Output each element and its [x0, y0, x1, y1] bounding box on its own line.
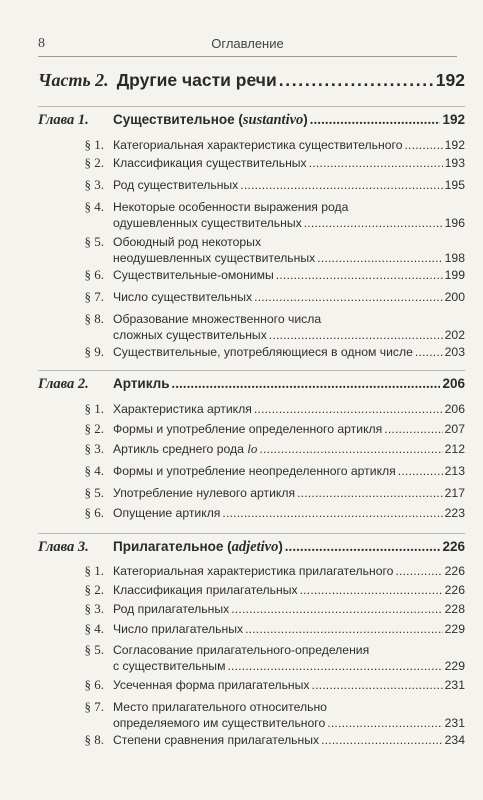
section-title: Род существительных	[113, 178, 239, 192]
dot-leader	[227, 658, 442, 674]
section-title: Употребление нулевого артикля	[113, 486, 296, 500]
dot-leader	[310, 113, 441, 129]
toc-entry	[38, 621, 465, 637]
toc-entry	[38, 563, 465, 579]
dot-leader	[300, 582, 443, 598]
section-title: Классификация существительных	[113, 156, 307, 170]
chapter-heading	[38, 539, 465, 559]
toc-entry	[38, 485, 465, 501]
chapter-page: 226	[442, 539, 465, 554]
section-page: 229	[444, 659, 465, 673]
chapter-title: Артикль	[113, 376, 170, 391]
section-title: Опущение артикля	[113, 506, 221, 520]
section-number: § 2.	[84, 582, 104, 597]
section-title: Место прилагательного относительно	[113, 700, 327, 714]
section-number: § 3.	[84, 601, 104, 616]
dot-leader	[384, 421, 442, 437]
section-title: Категориальная характеристика существительного	[113, 138, 403, 152]
section-title: Формы и употребление неопределенного артикля	[113, 464, 396, 478]
toc-entry	[38, 463, 465, 479]
section-number: § 5.	[84, 234, 104, 249]
dot-leader	[222, 505, 442, 521]
section-page: 231	[444, 716, 465, 730]
toc-entry	[38, 677, 465, 693]
dot-leader	[279, 70, 434, 91]
toc-entry	[38, 505, 465, 521]
section-title: Усеченная форма прилагательных	[113, 678, 310, 692]
section-page: 217	[444, 486, 465, 500]
dot-leader	[327, 715, 442, 731]
section-number: § 3.	[84, 177, 104, 192]
running-title: Оглавление	[211, 36, 284, 51]
section-title-cont: сложных существительных	[113, 328, 267, 342]
toc-entry	[38, 699, 465, 731]
toc-entry	[38, 601, 465, 617]
section-number: § 6.	[84, 677, 104, 692]
section-title-cont: с существительным	[113, 659, 226, 673]
chapter-heading	[38, 112, 465, 132]
section-page: 212	[444, 442, 465, 456]
section-page: 198	[444, 251, 465, 265]
section-page: 231	[444, 678, 465, 692]
section-title-cont: определяемого им существительного	[113, 716, 326, 730]
section-number: § 8.	[84, 311, 104, 326]
toc-entry	[38, 642, 465, 674]
toc-entry	[38, 177, 465, 193]
section-number: § 9.	[84, 344, 104, 359]
chapter-divider	[38, 533, 465, 534]
section-page: 199	[444, 268, 465, 282]
section-title: Образование множественного числа	[113, 312, 322, 326]
part-title: Другие части речи	[116, 70, 277, 90]
part-page: 192	[435, 70, 465, 90]
toc-entry	[38, 732, 465, 748]
section-page: 223	[444, 506, 465, 520]
section-number: § 3.	[84, 441, 104, 456]
toc-entry	[38, 401, 465, 417]
toc-entry	[38, 267, 465, 283]
section-number: § 1.	[84, 137, 104, 152]
toc-entry	[38, 344, 465, 360]
section-number: § 2.	[84, 155, 104, 170]
dot-leader	[254, 401, 443, 417]
dot-leader	[297, 485, 443, 501]
section-page: 193	[444, 156, 465, 170]
section-number: § 5.	[84, 642, 104, 657]
chapter-title: Существительное (sustantivo)	[113, 112, 308, 128]
dot-leader	[231, 601, 442, 617]
section-page: 200	[444, 290, 465, 304]
chapter-label: Глава 1.	[38, 112, 89, 128]
section-page: 195	[444, 178, 465, 192]
dot-leader	[269, 327, 443, 343]
section-title: Артикль среднего рода lo	[113, 441, 258, 456]
section-title: Степени сравнения прилагательных	[113, 733, 320, 747]
section-title: Существительные-омонимы	[113, 268, 274, 282]
part-label: Часть 2.	[38, 70, 109, 90]
section-page: 226	[444, 583, 465, 597]
toc-entry	[38, 199, 465, 231]
section-page: 202	[444, 328, 465, 342]
dot-leader	[312, 677, 443, 693]
chapter-title-term: sustantivo	[242, 112, 304, 128]
chapter-divider	[38, 370, 465, 371]
section-page: 206	[444, 402, 465, 416]
chapter-page: 192	[442, 112, 465, 127]
section-number: § 2.	[84, 421, 104, 436]
dot-leader	[317, 250, 442, 266]
dot-leader	[395, 563, 442, 579]
section-title: Согласование прилагательного-определения	[113, 643, 370, 657]
chapter-label: Глава 3.	[38, 539, 89, 555]
section-number: § 6.	[84, 267, 104, 282]
dot-leader	[245, 621, 443, 637]
toc-entry	[38, 155, 465, 171]
section-page: 213	[444, 464, 465, 478]
section-title-cont: одушевленных существительных	[113, 216, 302, 230]
dot-leader	[321, 732, 443, 748]
section-title: Формы и употребление определенного артикля	[113, 422, 383, 436]
dot-leader	[285, 540, 441, 556]
page-number: 8	[38, 36, 45, 51]
chapter-title: Прилагательное (adjetivo)	[113, 539, 283, 555]
dot-leader	[240, 177, 442, 193]
section-page: 203	[444, 345, 465, 359]
section-page: 229	[444, 622, 465, 636]
section-number: § 5.	[84, 485, 104, 500]
running-header	[38, 36, 457, 57]
dot-leader	[415, 344, 443, 360]
section-title: Число прилагательных	[113, 622, 244, 636]
chapter-divider	[38, 106, 465, 107]
part-heading	[38, 70, 465, 96]
section-page: 196	[444, 216, 465, 230]
dot-leader	[254, 289, 443, 305]
section-number: § 8.	[84, 732, 104, 747]
dot-leader	[309, 155, 443, 171]
dot-leader	[172, 377, 441, 393]
chapter-label: Глава 2.	[38, 376, 89, 392]
section-title: Обоюдный род некоторых	[113, 235, 262, 249]
section-page: 192	[444, 138, 465, 152]
section-number: § 7.	[84, 699, 104, 714]
chapter-heading	[38, 376, 465, 396]
dot-leader	[404, 137, 442, 153]
section-number: § 1.	[84, 563, 104, 578]
dot-leader	[398, 463, 443, 479]
toc-entry	[38, 421, 465, 437]
dot-leader	[259, 441, 442, 457]
section-number: § 7.	[84, 289, 104, 304]
section-title: Существительные, употребляющиеся в одном числе	[113, 345, 413, 359]
toc-entry	[38, 582, 465, 598]
dot-leader	[304, 215, 443, 231]
section-number: § 4.	[84, 199, 104, 214]
section-page: 234	[444, 733, 465, 747]
section-title: Число существительных	[113, 290, 253, 304]
dot-leader	[276, 267, 443, 283]
toc-entry	[38, 289, 465, 305]
section-title: Категориальная характеристика прилагательного	[113, 564, 394, 578]
toc-entry	[38, 234, 465, 266]
section-title: Классификация прилагательных	[113, 583, 298, 597]
section-number: § 4.	[84, 463, 104, 478]
section-title: Некоторые особенности выражения рода	[113, 200, 349, 214]
section-title: Род прилагательных	[113, 602, 230, 616]
section-number: § 1.	[84, 401, 104, 416]
section-title-cont: неодушевленных существительных	[113, 251, 316, 265]
section-page: 226	[444, 564, 465, 578]
toc-entry	[38, 441, 465, 457]
section-page: 207	[444, 422, 465, 436]
toc-entry	[38, 311, 465, 343]
chapter-page: 206	[442, 376, 465, 391]
section-term: lo	[247, 441, 258, 456]
section-title: Характеристика артикля	[113, 402, 252, 416]
toc-entry	[38, 137, 465, 153]
section-number: § 4.	[84, 621, 104, 636]
section-number: § 6.	[84, 505, 104, 520]
section-page: 228	[444, 602, 465, 616]
chapter-title-term: adjetivo	[231, 539, 279, 555]
